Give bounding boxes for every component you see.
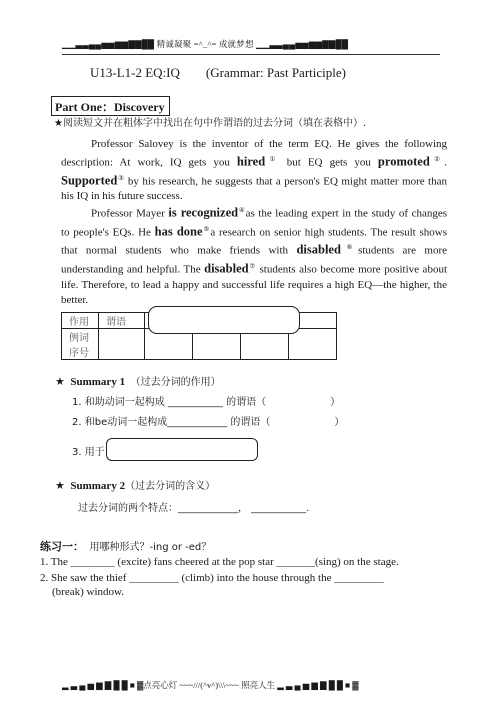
star-icon: ★ — [55, 480, 65, 492]
page-footer: ▂ ▃ ▄ ▅ ▆ ▇ █ █ ■ ▓点亮心灯 ~~~///(^v^)\\\~~~ 照亮人生 ▂ ▃ ▄ ▅ ▆ ▇ █ █ ■ ▓ — [62, 680, 359, 690]
word-disabled-2: disabled — [204, 261, 249, 276]
summary-2-line: 过去分词的两个特点：____________， ___________. — [78, 503, 310, 514]
part-one-heading: Part One：Discovery — [51, 96, 170, 116]
table-row: 作用 谓语 — [62, 313, 337, 329]
practice-item-1: 1. The ________ (excite) fans cheered at the pop star _______(sing) on the stage. — [40, 556, 399, 568]
word-promoted: promoted — [377, 154, 430, 169]
title-main: U13-L1-2 EQ:IQ — [90, 65, 180, 80]
page-header: ▁▁▃▃▄▄▅▅▆▆▇▇██ 精诚凝聚 =^_^= 成就梦想 ▁▁▃▃▄▄▅▅▆▆▇▇██ — [62, 39, 349, 49]
word-disabled-1: disabled — [296, 242, 341, 257]
title-tag: (Grammar: Past Participle) — [205, 65, 346, 80]
word-hired: hired — [236, 154, 266, 169]
summary-1-line-2: 2. 和be动词一起构成____________ 的谓语（ ） — [72, 417, 345, 428]
summary-2-heading: ★ Summary 2（过去分词的含义） — [55, 480, 216, 492]
highlight-box — [148, 306, 300, 334]
header-rule — [62, 54, 440, 55]
summary-1-line-3: 3. 用于 — [72, 447, 105, 458]
table-row: 序号 — [62, 344, 337, 360]
table-row: 例词 — [62, 329, 337, 345]
practice-heading: 练习一： 用哪种形式？-ing or -ed？ — [40, 540, 212, 553]
paragraph-1: Professor Salovey is the inventor of the term EQ. He gives the following description: At work, IQ gets you hired① but EQ gets you promoted②. Supported③ by his research, he suggests that a person's EQ might matter more than his IQ in his future success. — [61, 138, 447, 203]
summary-1-line-1: 1. 和助动词一起构成 ___________ 的谓语（ ） — [72, 397, 341, 408]
word-supported: Supported — [61, 173, 118, 188]
paragraph-2: Professor Mayer is recognized④as the leading expert in the study of changes to people's EQs. He has done⑤a research on senior high students. The result shows that normal students who make friends with disabled⑥students are more understanding and helpful. The disabled⑦ students also become more positive about life. Therefore, to lead a happy and successful life requires a high EQ—the higher, the better. — [61, 205, 448, 306]
answer-box[interactable] — [106, 438, 258, 461]
word-is-recognized: is recognized — [168, 205, 239, 220]
word-has-done: has done — [154, 224, 203, 239]
instruction: ★阅读短文并在粗体字中找出在句中作谓语的过去分词（填在表格中）. — [54, 118, 367, 129]
summary-1-heading: ★ Summary 1 （过去分词的作用） — [55, 376, 221, 388]
practice-item-2: 2. She saw the thief _________ (climb) into the house through the _________ (break) window. — [40, 572, 384, 598]
star-icon: ★ — [55, 376, 65, 388]
page-title — [90, 65, 346, 81]
